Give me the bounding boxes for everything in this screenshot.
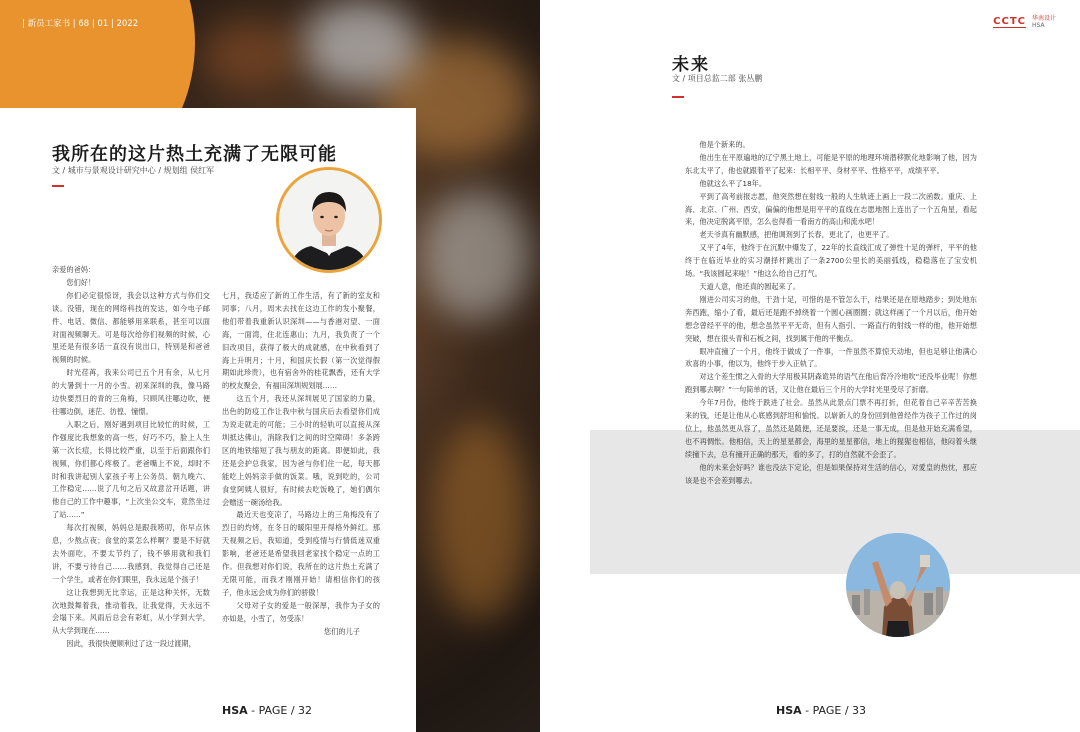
- page-footer-right: [776, 704, 866, 717]
- paragraph: 因此，我很快便顺利过了这一段过渡期，: [66, 639, 196, 649]
- footer-page-label: - PAGE: [251, 704, 288, 717]
- paragraph: 时光荏苒，我来公司已五个月有余，从七月的大暑到十一月的小雪。初来深圳的我，像马路边快要烈日的青的三角梅，只顾风往哪边吹，便往哪边倒，迷茫、彷徨、憧憬。: [52, 368, 210, 416]
- logo-hsa: [1032, 15, 1056, 29]
- logo-cn: 华南设计: [1031, 15, 1056, 22]
- footer-brand: HSA: [222, 704, 248, 717]
- paragraph: 这五个月，我还从深圳展见了国家的力量，出色的防疫工作让我中秋与国庆后去看望你们成为说走就走的可能；三小时的轻轨可以直接从深圳抵达佛山，消除我们之间的时空障碍！多条跨区的地铁缩短了我与朋友的距离。即便如此，我还是会护总我家，因为爸与你们住一起，每天都能吃上妈妈亲手做的饭菜。哦，说到吃的，公司食堂阿姨人很好，有时候去吃饭晚了，她们偶尔会赠送一碗汤给我。: [222, 394, 380, 507]
- article-title: 未来: [672, 55, 710, 75]
- title-accent-dash: [52, 185, 64, 187]
- paragraph: 刚进公司实习的他，干劲十足，可惜的是不管怎么干，结果还是在原地踏步；到处地东奔西跑，缩小了看，最后还是跑不掉绕着一个圆心画圈圈；就这样画了一个月以后，他开始想念曾经平平的他，想念虽然平平无奇，但有人指引、一路直行的射线一样的他，他开始想突破，想在很头青和石板之间，找到属于他的平衡点。: [685, 294, 977, 343]
- bokeh-light: [430, 420, 530, 620]
- letter-column-2: [222, 290, 380, 638]
- paragraph: 对这个差生惯之入骨的大学用极其阴森诡异的语气在他后背冷冷地吹“还没毕业呢！你想跑到哪去啊？”一句简单的话，又让他在最后三个月的大学时光里受尽了折磨。: [685, 372, 977, 395]
- footer-page-number: / 33: [844, 704, 867, 717]
- article-byline: 文 / 项目总监二部 张丛鹏: [672, 74, 763, 83]
- title-accent-dash: [672, 96, 684, 98]
- paragraph: 又平了4年，他终于在沉默中爆发了，22年的长直线汇成了弹性十足的弹杆，平平的他终于在临近毕业的实习潮择杆跳出了一条2700公里长的美丽弧线，稳稳落在了宝安机场。“我该圆起来啦！”他这么给自己打气。: [685, 243, 977, 279]
- paragraph: 老天爷真有幽默感，把他调剂到了长春，更北了，也更平了。: [699, 230, 894, 240]
- right-page: [540, 0, 1080, 732]
- paragraph: 今年7月份，他终于跌进了社会。虽然从此景点门票不再打折，但花着自己辛辛苦苦换来的钱，还是让他从心底感到舒坦和愉悦。以崭新人的身份回到他曾经作为孩子工作过的岗位上，他虽然更从容了，虽然还是随便，还是要挨，还是一事无成，但是他开始充满希望，也不再惆怅。他相信，天上的星星都会，海里的星星都信，地上的猩猩也相信，他闷着头继续撞下去，总有撞开正确的那天，看的多了，打的自然就不会歪了。: [685, 398, 977, 459]
- bokeh-light: [300, 0, 420, 90]
- issue-info: | 新员工家书 | 68 | 01 | 2022: [22, 19, 139, 29]
- bokeh-light: [200, 20, 300, 90]
- footer-page-label: - PAGE: [805, 704, 842, 717]
- logo-cctc: CCTC: [993, 16, 1026, 27]
- letter-signature: 您们的儿子: [324, 626, 360, 636]
- young-man-portrait-icon: [279, 170, 379, 270]
- author-photo: [846, 533, 950, 637]
- paragraph: 父母对子女的爱是一般深厚，我作为子女的亦如是，小雪了，勿受冻！: [222, 600, 380, 623]
- watermark-logo-icon: ⓒ: [10, 703, 29, 723]
- paragraph: 他是个新来的。: [699, 140, 750, 149]
- paragraph: 眼冲直撞了一个月，他终于做成了一件事，一件虽然不算惊天动地，但也足够让他满心欢喜的小事，他以为，他终于步入正轨了。: [685, 346, 977, 369]
- logo-en: HSA: [1031, 22, 1045, 29]
- paragraph: 他出生在平原遍地的辽宁黑土地上，可能是平原的地理环境潜移默化地影响了他，因为东北太平了，他也就跟着平了起来：长相平平、身材平平、性格平平，成绩平平。: [685, 152, 977, 175]
- watermark-text: 大数跨境: [36, 703, 113, 723]
- bokeh-light: [420, 190, 530, 320]
- paragraph: 他的未来会好吗？谁也没法下定论，但是如果保持对生活的信心，对愛皇的热忱，那应该是也不会差到哪去。: [685, 462, 977, 485]
- paragraph: 你们必定很惊讶，我会以这种方式与你们交谈。没错，现在的网络科技的发达，如今电子邮件、电话、微信、都能够用来联系，甚至可以面对面视频聊天。可是每次给你们视频的时候，心里还是有很多话一直没有说出口，特别是和爸爸视频的时候。: [52, 290, 210, 365]
- paragraph: 入职之后，刚好遇到项目比较忙的时候，工作强度比我想象的高一些，好巧不巧，脸上人生第一次长痘，长得比较严重，以至于后面跟你们视频，你们都心疼极了。老爸嘴上不说，却时不时和我讲起别人家孩子考上公务员、朝九晚六、工作稳定……说了几句之后又故意岔开话题，讲他自己的工作中趣事，“上次坐公交车，竟然坐过了站……”: [52, 419, 210, 520]
- article-byline: 文 / 城市与景观设计研究中心 / 规划组 侯红军: [52, 166, 215, 175]
- footer-page-number: / 32: [290, 704, 313, 717]
- publisher-logo: [993, 15, 1056, 29]
- paragraph: 他就这么平了18年。: [699, 178, 767, 188]
- paragraph: 每次打视频，妈妈总是跟我唠叨，你早点休息，少熬点夜；食堂的菜怎么样啊？要是不好就去外面吃，不要太节约了，钱不够用就和我们讲，不要亏待自己……我感到，我觉得自己还是一个学生，或者在你们眼里，我永远是个孩子！: [52, 523, 210, 584]
- paragraph: 您们好！: [66, 277, 96, 287]
- paragraph: 平到了高考前报志愿，他突然想在射线一般的人生轨迹上画上一段二次函数。重庆、上海、北京、广州、西安，偏偏的他想是用平平的直线在志愿地图上连出了一个五角星，看起来，他决定脱离平原，怎么也得看一看南方的高山和流水吧！: [685, 191, 977, 227]
- footer-brand: HSA: [776, 704, 802, 717]
- author-portrait: [276, 167, 382, 273]
- page-footer-left: [222, 704, 312, 717]
- paragraph: 这让我想到无比幸运，正是这种关怀，无数次地鼓舞着我，推动着我，让我觉得，天永远不会塌下来。风雨后总会有彩虹，从小学到大学，从大学到现在……: [52, 587, 210, 636]
- paragraph: 天道人意，他还真的圆起来了。: [699, 281, 801, 291]
- watermark: [10, 698, 113, 723]
- article-body: [685, 139, 977, 487]
- paragraph: 七月，我适应了新的工作生活，有了新的室友和同事；八月，周末去找在这边工作的发小聚餐，他们带着我重新认识深圳——与香港对望、一面海，一面湾，住北连惠山；九月，我负责了一个旧改项目，获得了极大的成就感，在中秋看到了海上升明月；十月，和国庆长假（第一次觉得假期如此珍贵），也有宿舍外的桂花飘香，还有大学的校友聚会，有福田深圳规划展……: [222, 291, 380, 391]
- paragraph: 最近天也变凉了，马路边上的三角梅没有了烈日的灼烤，在冬日的暖阳里开得格外鲜红。那天视频之后，我知道，受到疫情与行情低迷双重影响，老爸还是希望我回老家找个稳定一点的工作。但我想对你们说，我所在的这片热土充满了无限可能，而我才刚刚开始！请相信你们的孩子，他永远会成为你们的骄傲！: [222, 510, 380, 597]
- person-arms-raised-photo-icon: [846, 533, 950, 637]
- letter-column-1: [52, 264, 210, 651]
- salutation: 亲爱的爸妈：: [52, 265, 96, 274]
- article-title: 我所在的这片热土充满了无限可能: [52, 144, 337, 165]
